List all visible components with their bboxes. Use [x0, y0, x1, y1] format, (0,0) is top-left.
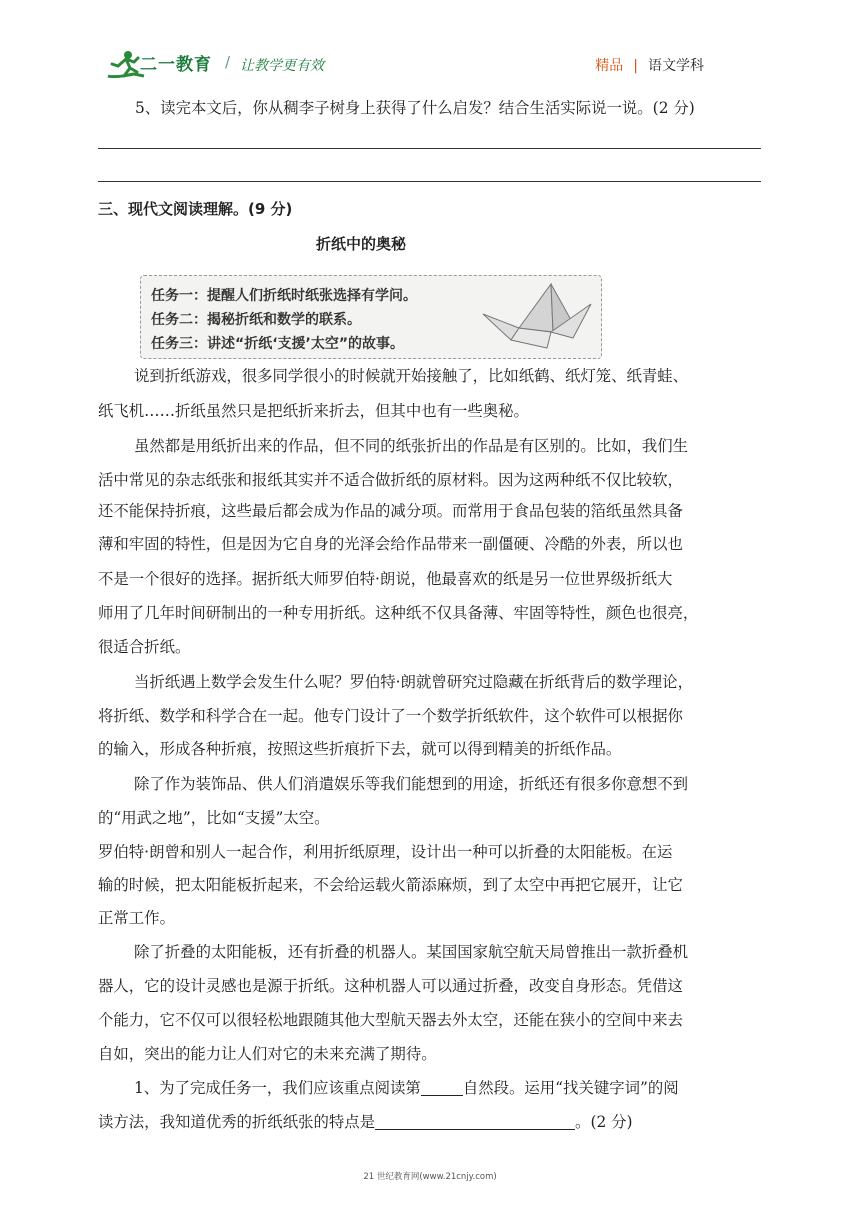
- slogan: 让教学更有效: [240, 58, 324, 74]
- line-5: 还不能保持折痕，这些最后都会成为作品的减分项。而常用于食品包装的箔纸虽然具备: [98, 502, 683, 520]
- line-6: 薄和牢固的特性，但是因为它自身的光泽会给作品带来一副僵硬、冷酷的外表，所以也: [98, 535, 683, 553]
- line-19: 器人，它的设计灵感也是源于折纸。这种机器人可以通过折叠，改变自身形态。凭借这: [98, 977, 683, 995]
- q1-blank-paragraph[interactable]: [421, 1079, 463, 1096]
- header-divider: |: [633, 58, 638, 74]
- line-12: 的输入，形成各种折痕，按照这些折痕折下去，就可以得到精美的折纸作品。: [98, 740, 622, 758]
- question-1-line-2: [98, 1112, 633, 1132]
- question-5: 5、读完本文后，你从稠李子树身上获得了什么启发？结合生活实际说一说。(2 分): [135, 99, 695, 117]
- task-2: 任务二：揭秘折纸和数学的联系。: [151, 312, 361, 328]
- line-11: 将折纸、数学和科学合在一起。他专门设计了一个数学折纸软件，这个软件可以根据你: [98, 707, 683, 725]
- page-footer: 21 世纪教育网(www.21cnjy.com): [363, 1172, 497, 1182]
- line-9: 很适合折纸。: [98, 638, 191, 656]
- task-box: [140, 275, 602, 359]
- line-8: 师用了几年时间研制出的一种专用折纸。这种纸不仅具备薄、牢固等特性，颜色也很亮，: [98, 604, 699, 622]
- line-3: 虽然都是用纸折出来的作品，但不同的纸张折出的作品是有区别的。比如，我们生: [134, 437, 689, 455]
- line-7: 不是一个很好的选择。据折纸大师罗伯特·朗说，他最喜欢的纸是另一位世界级折纸大: [98, 570, 673, 588]
- slogan-separator: /: [225, 53, 231, 71]
- quality-label: 精品: [595, 58, 624, 74]
- line-17: 正常工作。: [98, 909, 175, 927]
- line-1: 说到折纸游戏，很多同学很小的时候就开始接触了，比如纸鹤、纸灯笼、纸青蛙、: [134, 367, 689, 385]
- q1-text-4: 。(2 分): [575, 1113, 633, 1131]
- line-2: 纸飞机……折纸虽然只是把纸折来折去，但其中也有一些奥秘。: [98, 402, 529, 420]
- q1-text-2: 自然段。运用“找关键字词”的阅: [462, 1079, 679, 1097]
- answer-line-1: [98, 148, 761, 149]
- section-heading: 三、现代文阅读理解。(9 分): [98, 200, 293, 218]
- q1-text-1: 1、为了完成任务一，我们应该重点阅读第: [134, 1079, 421, 1097]
- line-18: 除了折叠的太阳能板，还有折叠的机器人。某国国家航空航天局曾推出一款折叠机: [134, 943, 689, 961]
- line-21: 自如，突出的能力让人们对它的未来充满了期待。: [98, 1045, 437, 1063]
- task-3: 任务三：讲述“折纸‘支援’太空”的故事。: [151, 336, 405, 352]
- paper-crane-icon: [481, 282, 593, 352]
- line-15: 罗伯特·朗曾和别人一起合作，利用折纸原理，设计出一种可以折叠的太阳能板。在运: [98, 843, 673, 861]
- question-1-line-1: [134, 1078, 679, 1098]
- line-4: 活中常见的杂志纸张和报纸其实并不适合做折纸的原材料。因为这两种纸不仅比较软，: [98, 471, 683, 489]
- page-header: [0, 0, 860, 80]
- logo-text: 二一教育: [140, 55, 212, 75]
- article-title: 折纸中的奥秘: [316, 235, 407, 253]
- line-20: 个能力，它不仅可以很轻松地跟随其他大型航天器去外太空，还能在狭小的空间中来去: [98, 1011, 683, 1029]
- line-13: 除了作为装饰品、供人们消遣娱乐等我们能想到的用途，折纸还有很多你意想不到: [134, 775, 689, 793]
- line-10: 当折纸遇上数学会发生什么呢？罗伯特·朗就曾研究过隐藏在折纸背后的数学理论，: [134, 673, 693, 691]
- line-16: 输的时候，把太阳能板折起来，不会给运载火箭添麻烦，到了太空中再把它展开，让它: [98, 876, 683, 894]
- answer-line-2: [98, 181, 761, 182]
- line-14: 的“用武之地”，比如“支援”太空。: [98, 809, 330, 827]
- task-1: 任务一：提醒人们折纸时纸张选择有学问。: [151, 288, 417, 304]
- q1-text-3: 读方法，我知道优秀的折纸纸张的特点是: [98, 1113, 376, 1131]
- q1-blank-features[interactable]: [375, 1113, 575, 1130]
- subject-label: 语文学科: [648, 58, 704, 74]
- header-subject: [595, 55, 704, 75]
